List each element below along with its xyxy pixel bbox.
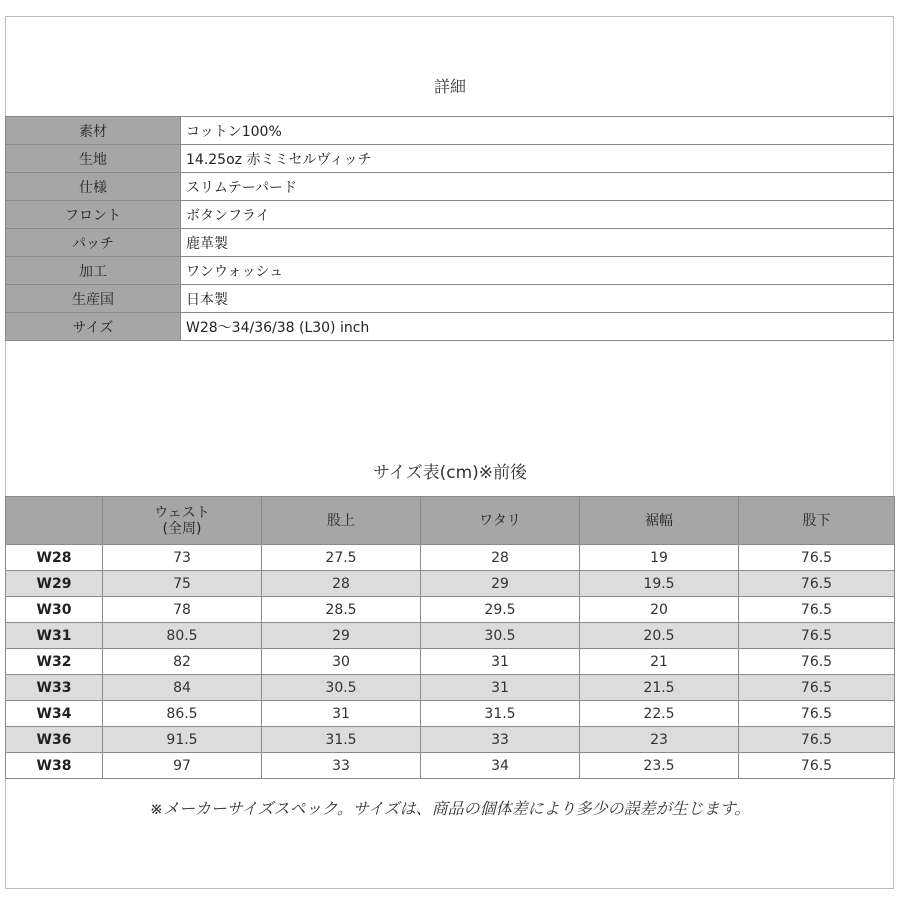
size-row-label: W28 <box>6 545 103 571</box>
detail-value: コットン100% <box>181 117 894 145</box>
detail-row <box>6 257 894 285</box>
size-table-header: ウェスト (全周) <box>103 497 262 545</box>
size-cell: 76.5 <box>739 649 895 675</box>
size-cell: 76.5 <box>739 597 895 623</box>
detail-label: パッチ <box>6 229 181 257</box>
size-cell: 31.5 <box>421 701 580 727</box>
size-table-header: 裾幅 <box>580 497 739 545</box>
size-table-header <box>6 497 103 545</box>
size-cell: 23 <box>580 727 739 753</box>
detail-title: 詳細 <box>433 77 466 96</box>
size-cell: 84 <box>103 675 262 701</box>
size-cell: 19 <box>580 545 739 571</box>
detail-row <box>6 201 894 229</box>
size-cell: 23.5 <box>580 753 739 779</box>
size-cell: 22.5 <box>580 701 739 727</box>
size-cell: 30.5 <box>421 623 580 649</box>
detail-row <box>6 145 894 173</box>
size-table-header: ワタリ <box>421 497 580 545</box>
detail-value: ボタンフライ <box>181 201 894 229</box>
size-note: ※メーカーサイズスペック。サイズは、商品の個体差により多少の誤差が生じます。 <box>149 799 751 818</box>
size-row-label: W33 <box>6 675 103 701</box>
size-table <box>5 496 895 779</box>
size-table-header: 股下 <box>739 497 895 545</box>
size-table-row <box>6 623 895 649</box>
size-cell: 28 <box>421 545 580 571</box>
detail-row <box>6 173 894 201</box>
detail-value: スリムテーパード <box>181 173 894 201</box>
size-row-label: W32 <box>6 649 103 675</box>
size-cell: 91.5 <box>103 727 262 753</box>
size-cell: 33 <box>262 753 421 779</box>
detail-value: ワンウォッシュ <box>181 257 894 285</box>
size-cell: 76.5 <box>739 701 895 727</box>
size-table-header: 股上 <box>262 497 421 545</box>
size-cell: 29 <box>421 571 580 597</box>
size-cell: 29.5 <box>421 597 580 623</box>
size-cell: 28.5 <box>262 597 421 623</box>
size-cell: 76.5 <box>739 623 895 649</box>
size-row-label: W31 <box>6 623 103 649</box>
size-cell: 34 <box>421 753 580 779</box>
detail-label: 素材 <box>6 117 181 145</box>
size-table-row <box>6 701 895 727</box>
size-table-row <box>6 649 895 675</box>
size-cell: 82 <box>103 649 262 675</box>
size-cell: 31.5 <box>262 727 421 753</box>
size-cell: 76.5 <box>739 727 895 753</box>
detail-row <box>6 285 894 313</box>
size-cell: 76.5 <box>739 675 895 701</box>
size-cell: 29 <box>262 623 421 649</box>
detail-row <box>6 229 894 257</box>
size-cell: 19.5 <box>580 571 739 597</box>
detail-label: フロント <box>6 201 181 229</box>
size-table-title: サイズ表(cm)※前後 <box>372 463 528 483</box>
detail-value: 鹿革製 <box>181 229 894 257</box>
detail-label: サイズ <box>6 313 181 341</box>
size-row-label: W36 <box>6 727 103 753</box>
detail-value: 日本製 <box>181 285 894 313</box>
size-row-label: W30 <box>6 597 103 623</box>
size-cell: 28 <box>262 571 421 597</box>
size-cell: 78 <box>103 597 262 623</box>
size-cell: 86.5 <box>103 701 262 727</box>
detail-label: 加工 <box>6 257 181 285</box>
size-row-label: W29 <box>6 571 103 597</box>
size-cell: 31 <box>421 675 580 701</box>
size-cell: 97 <box>103 753 262 779</box>
detail-value: W28〜34/36/38 (L30) inch <box>181 313 894 341</box>
detail-row <box>6 117 894 145</box>
size-cell: 76.5 <box>739 571 895 597</box>
size-cell: 31 <box>421 649 580 675</box>
size-cell: 30 <box>262 649 421 675</box>
size-cell: 21.5 <box>580 675 739 701</box>
size-table-row <box>6 727 895 753</box>
size-table-row <box>6 675 895 701</box>
size-cell: 20.5 <box>580 623 739 649</box>
size-row-label: W34 <box>6 701 103 727</box>
size-row-label: W38 <box>6 753 103 779</box>
size-cell: 76.5 <box>739 753 895 779</box>
size-cell: 33 <box>421 727 580 753</box>
size-cell: 20 <box>580 597 739 623</box>
detail-label: 生地 <box>6 145 181 173</box>
size-cell: 80.5 <box>103 623 262 649</box>
detail-value: 14.25oz 赤ミミセルヴィッチ <box>181 145 894 173</box>
size-cell: 27.5 <box>262 545 421 571</box>
size-table-row <box>6 753 895 779</box>
detail-label: 仕様 <box>6 173 181 201</box>
detail-label: 生産国 <box>6 285 181 313</box>
size-table-row <box>6 545 895 571</box>
size-cell: 75 <box>103 571 262 597</box>
size-cell: 21 <box>580 649 739 675</box>
detail-row <box>6 313 894 341</box>
size-table-row <box>6 571 895 597</box>
size-cell: 30.5 <box>262 675 421 701</box>
size-cell: 73 <box>103 545 262 571</box>
size-cell: 76.5 <box>739 545 895 571</box>
size-table-row <box>6 597 895 623</box>
size-cell: 31 <box>262 701 421 727</box>
detail-table <box>5 116 894 341</box>
